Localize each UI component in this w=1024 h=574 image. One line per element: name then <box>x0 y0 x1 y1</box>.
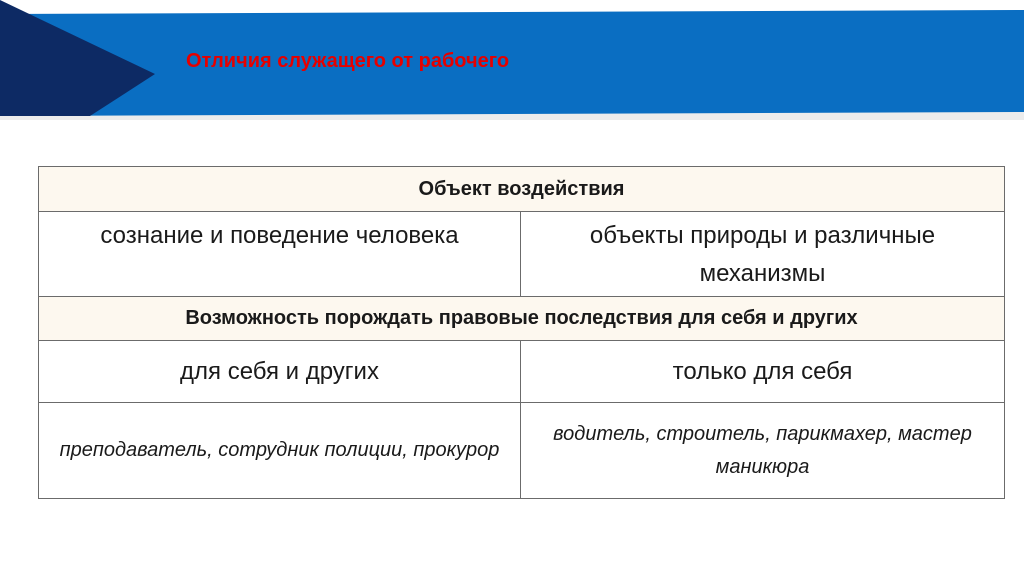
header-band <box>0 0 1024 120</box>
legal-worker-cell: только для себя <box>521 341 1005 403</box>
table-row <box>39 297 1005 341</box>
comparison-table <box>38 166 1005 499</box>
object-employee-cell: сознание и поведение человека <box>39 212 521 297</box>
table-row <box>39 341 1005 403</box>
table-row <box>39 403 1005 499</box>
slide-title: Отличия служащего от рабочего <box>186 50 510 72</box>
section-header-legal: Возможность порождать правовые последствия для себя и других <box>39 297 1005 341</box>
header-band-graphic <box>0 0 1024 120</box>
table-row <box>39 167 1005 212</box>
object-worker-cell: объекты природы и различные механизмы <box>521 212 1005 297</box>
section-header-object: Объект воздействия <box>39 167 1005 212</box>
header-blue-band <box>0 10 1024 116</box>
examples-employee-cell: преподаватель, сотрудник полиции, прокурор <box>39 403 521 499</box>
examples-worker-cell: водитель, строитель, парикмахер, мастер маникюра <box>521 403 1005 499</box>
table-row <box>39 212 1005 297</box>
legal-employee-cell: для себя и других <box>39 341 521 403</box>
